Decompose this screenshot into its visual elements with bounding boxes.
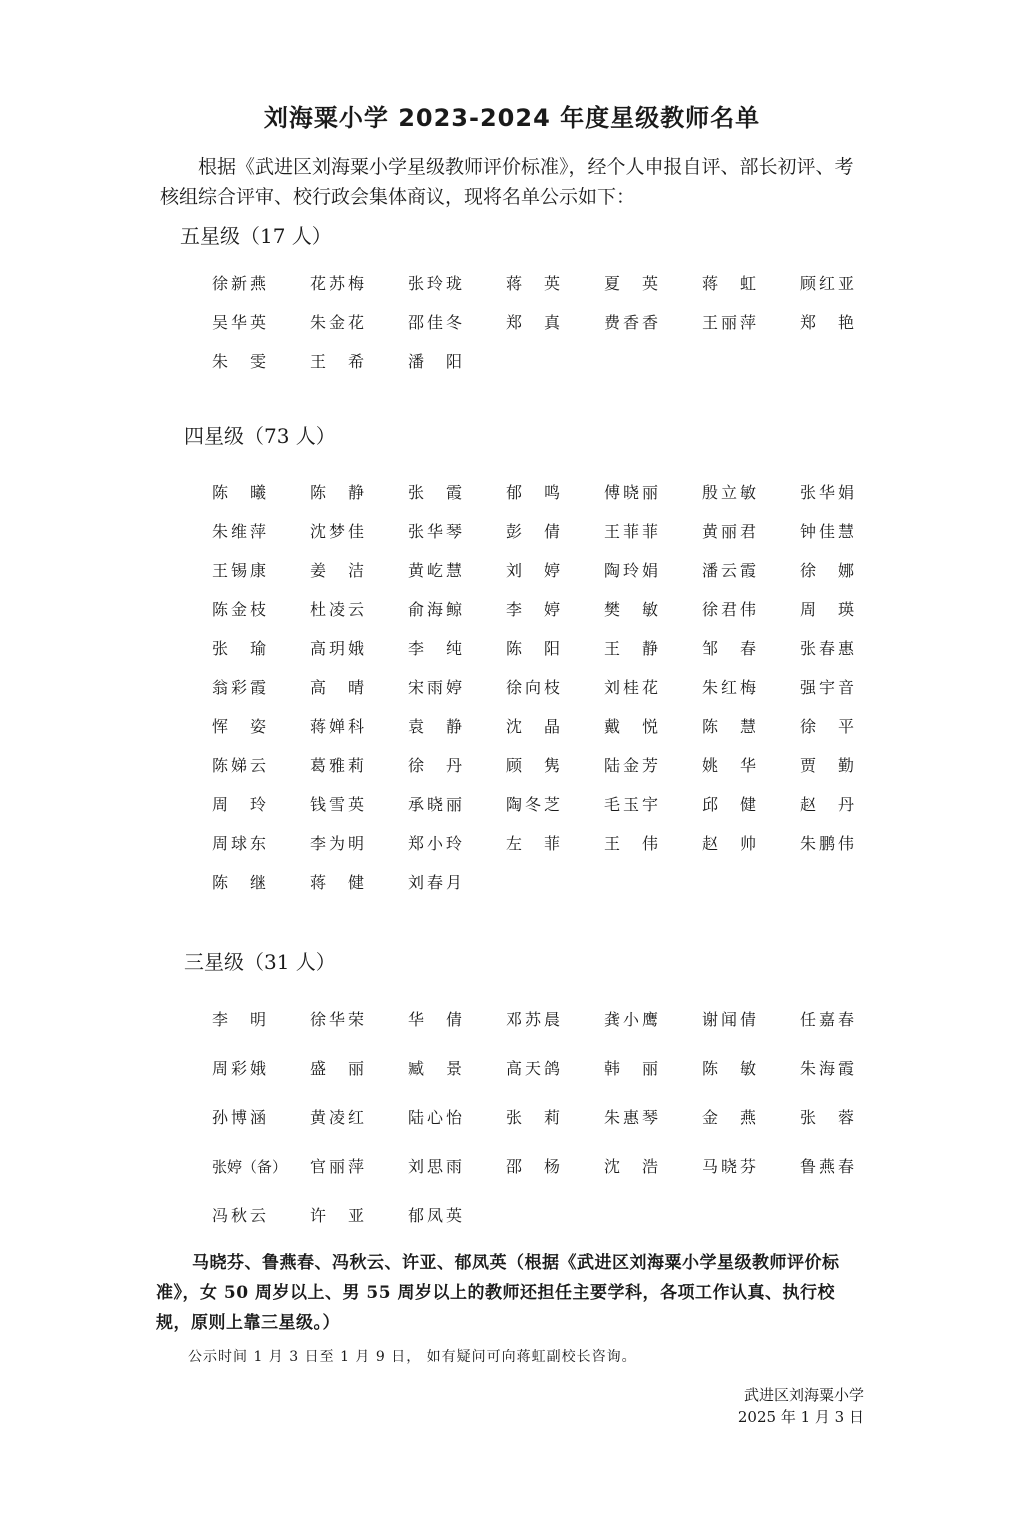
teacher-name: 周 玲	[212, 795, 270, 814]
teacher-name: 陈 曦	[212, 483, 270, 502]
teacher-name: 毛玉宇	[604, 795, 662, 814]
three-star-name-list	[212, 1010, 872, 1226]
teacher-name: 郑 艳	[800, 313, 858, 332]
teacher-name: 陈 慧	[702, 717, 760, 736]
teacher-name: 王丽萍	[702, 313, 760, 332]
teacher-name: 高天鸽	[506, 1059, 564, 1078]
teacher-name: 赵 丹	[800, 795, 858, 814]
teacher-name: 朱惠琴	[604, 1108, 662, 1127]
teacher-name: 陈娣云	[212, 756, 270, 775]
teacher-name: 李 明	[212, 1010, 270, 1029]
teacher-name: 王锡康	[212, 561, 270, 580]
teacher-name: 潘 阳	[408, 352, 466, 371]
teacher-name: 王 静	[604, 639, 662, 658]
teacher-name: 费香香	[604, 313, 662, 332]
teacher-name: 殷立敏	[702, 483, 760, 502]
four-star-heading: 四星级（73 人）	[184, 424, 336, 448]
teacher-name: 谢闻倩	[702, 1010, 760, 1029]
teacher-name: 邵 杨	[506, 1157, 564, 1176]
teacher-name: 恽 姿	[212, 717, 270, 736]
teacher-name: 陶玲娟	[604, 561, 662, 580]
teacher-name: 李 纯	[408, 639, 466, 658]
teacher-name: 顾红亚	[800, 274, 858, 293]
note-paragraph: 马晓芬、鲁燕春、冯秋云、许亚、郁凤英（根据《武进区刘海粟小学星级教师评价标准》，女 50 周岁以上、男 55 周岁以上的教师还担任主要学科，各项工作认真、执行校规，原则上靠三星级。）	[156, 1253, 840, 1333]
teacher-name: 张 莉	[506, 1108, 564, 1127]
teacher-name: 樊 敏	[604, 600, 662, 619]
teacher-name: 蒋 英	[506, 274, 564, 293]
teacher-name: 郑小玲	[408, 834, 466, 853]
teacher-name: 贾 勤	[800, 756, 858, 775]
signature-date: 2025 年 1 月 3 日	[737, 1408, 864, 1426]
teacher-name: 徐 平	[800, 717, 858, 736]
teacher-name: 张春惠	[800, 639, 858, 658]
teacher-name: 俞海鲸	[408, 600, 466, 619]
teacher-name: 姜 洁	[310, 561, 368, 580]
teacher-name: 邱 健	[702, 795, 760, 814]
teacher-name: 邓苏晨	[506, 1010, 564, 1029]
teacher-name: 刘桂花	[604, 678, 662, 697]
teacher-name: 袁 静	[408, 717, 466, 736]
teacher-name: 张华娟	[800, 483, 858, 502]
teacher-name: 孙博涵	[212, 1108, 270, 1127]
teacher-name: 徐 丹	[408, 756, 466, 775]
teacher-name: 郁 鸣	[506, 483, 564, 502]
teacher-name: 臧 景	[408, 1059, 466, 1078]
teacher-name: 张 蓉	[800, 1108, 858, 1127]
teacher-name: 张华琴	[408, 522, 466, 541]
teacher-name: 花苏梅	[310, 274, 368, 293]
teacher-name: 夏 英	[604, 274, 662, 293]
teacher-name: 张 霞	[408, 483, 466, 502]
teacher-name: 蒋 虹	[702, 274, 760, 293]
teacher-name: 任嘉春	[800, 1010, 858, 1029]
teacher-name: 朱维萍	[212, 522, 270, 541]
teacher-name: 陈 继	[212, 873, 270, 892]
teacher-name: 周彩娥	[212, 1059, 270, 1078]
teacher-name: 许 亚	[310, 1206, 368, 1225]
teacher-name: 黄丽君	[702, 522, 760, 541]
teacher-name: 朱红梅	[702, 678, 760, 697]
teacher-name: 钟佳慧	[800, 522, 858, 541]
teacher-name: 戴 悦	[604, 717, 662, 736]
teacher-name: 徐君伟	[702, 600, 760, 619]
teacher-name: 高玥娥	[310, 639, 368, 658]
teacher-name: 朱海霞	[800, 1059, 858, 1078]
teacher-name: 王菲菲	[604, 522, 662, 541]
teacher-name: 黄屹慧	[408, 561, 466, 580]
five-star-name-list	[212, 274, 872, 372]
intro-paragraph: 根据《武进区刘海粟小学星级教师评价标准》，经个人申报自评、部长初评、考核组综合评审、校行政会集体商议，现将名单公示如下：	[160, 156, 854, 208]
teacher-name: 朱鹏伟	[800, 834, 858, 853]
teacher-name: 陆金芳	[604, 756, 662, 775]
teacher-name: 陶冬芝	[506, 795, 564, 814]
five-star-heading: 五星级（17 人）	[180, 224, 332, 248]
teacher-name: 陈 静	[310, 483, 368, 502]
teacher-name: 张婷（备）	[212, 1158, 288, 1176]
teacher-name: 左 菲	[506, 834, 564, 853]
teacher-name: 华 倩	[408, 1010, 466, 1029]
teacher-name: 李为明	[310, 834, 368, 853]
teacher-name: 高 晴	[310, 678, 368, 697]
teacher-name: 承晓丽	[408, 795, 466, 814]
teacher-name: 强宇音	[800, 678, 858, 697]
teacher-name: 彭 倩	[506, 522, 564, 541]
teacher-name: 冯秋云	[212, 1206, 270, 1225]
teacher-name: 黄凌红	[310, 1108, 368, 1127]
teacher-name: 王 希	[310, 352, 368, 371]
teacher-name: 吴华英	[212, 313, 270, 332]
teacher-name: 朱金花	[310, 313, 368, 332]
teacher-name: 王 伟	[604, 834, 662, 853]
document-title: 刘海粟小学 2023-2024 年度星级教师名单	[263, 104, 761, 132]
teacher-name: 官丽萍	[310, 1157, 368, 1176]
teacher-name: 翁彩霞	[212, 678, 270, 697]
teacher-name: 陆心怡	[408, 1108, 466, 1127]
teacher-name: 姚 华	[702, 756, 760, 775]
teacher-name: 徐新燕	[212, 274, 270, 293]
teacher-name: 蒋 健	[310, 873, 368, 892]
teacher-name: 郑 真	[506, 313, 564, 332]
teacher-name: 鲁燕春	[800, 1157, 858, 1176]
four-star-name-list	[212, 483, 872, 893]
teacher-name: 刘 婷	[506, 561, 564, 580]
teacher-name: 宋雨婷	[408, 678, 466, 697]
teacher-name: 葛雅莉	[310, 756, 368, 775]
teacher-name: 沈 浩	[604, 1157, 662, 1176]
teacher-name: 刘春月	[408, 873, 466, 892]
signature-school: 武进区刘海粟小学	[743, 1386, 864, 1404]
teacher-name: 周 瑛	[800, 600, 858, 619]
teacher-name: 钱雪英	[310, 795, 368, 814]
teacher-name: 徐 娜	[800, 561, 858, 580]
teacher-name: 傅晓丽	[604, 483, 662, 502]
teacher-name: 朱 雯	[212, 352, 270, 371]
teacher-name: 李 婷	[506, 600, 564, 619]
teacher-name: 蒋婵科	[310, 717, 368, 736]
teacher-name: 马晓芬	[702, 1157, 760, 1176]
teacher-name: 郁凤英	[408, 1206, 466, 1225]
teacher-name: 张 瑜	[212, 639, 270, 658]
teacher-name: 赵 帅	[702, 834, 760, 853]
teacher-name: 潘云霞	[702, 561, 760, 580]
teacher-name: 徐向枝	[506, 678, 564, 697]
teacher-name: 韩 丽	[604, 1059, 662, 1078]
three-star-heading: 三星级（31 人）	[184, 950, 336, 974]
teacher-name: 杜凌云	[310, 600, 368, 619]
teacher-name: 周球东	[212, 834, 270, 853]
teacher-name: 刘思雨	[408, 1157, 466, 1176]
teacher-name: 沈梦佳	[310, 522, 368, 541]
teacher-name: 徐华荣	[310, 1010, 368, 1029]
announcement-period: 公示时间 1 月 3 日至 1 月 9 日， 如有疑问可向蒋虹副校长咨询。	[188, 1349, 637, 1365]
teacher-name: 邵佳冬	[408, 313, 466, 332]
teacher-name: 邹 春	[702, 639, 760, 658]
teacher-name: 陈金枝	[212, 600, 270, 619]
teacher-name: 顾 隽	[506, 756, 564, 775]
teacher-name: 龚小鹰	[604, 1010, 662, 1029]
teacher-name: 陈 敏	[702, 1059, 760, 1078]
teacher-name: 盛 丽	[310, 1059, 368, 1078]
teacher-name: 沈 晶	[506, 717, 564, 736]
teacher-name: 金 燕	[702, 1108, 760, 1127]
teacher-name: 张玲珑	[408, 274, 466, 293]
teacher-name: 陈 阳	[506, 639, 564, 658]
